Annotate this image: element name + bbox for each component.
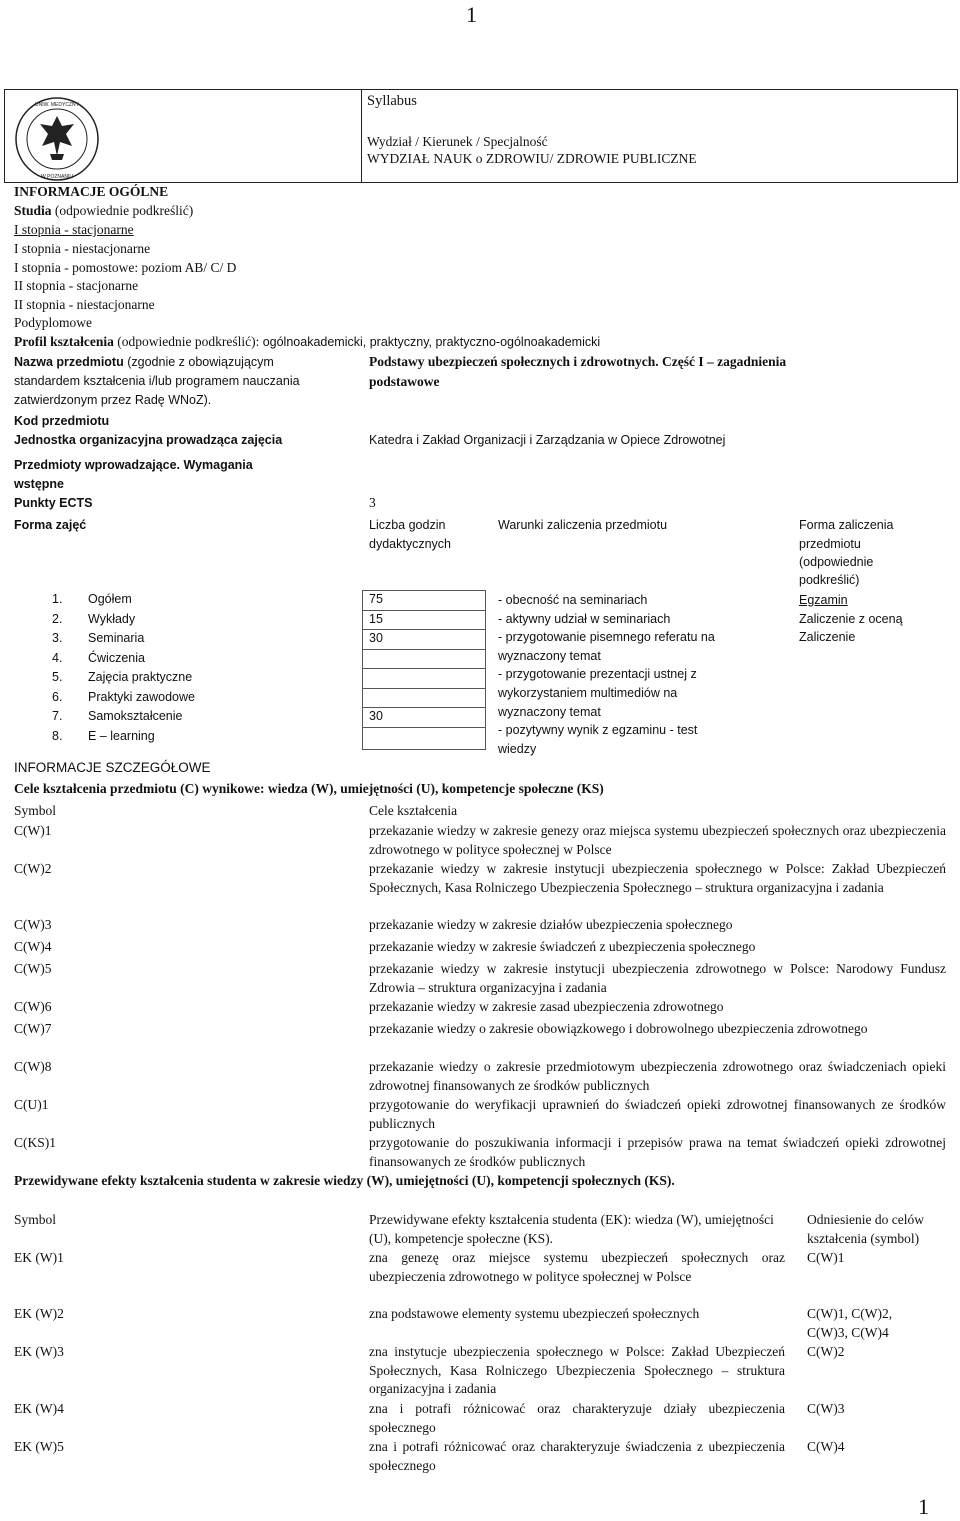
nazwa-label-line-3: zatwierdzonym przez Radę WNoZ). <box>14 393 212 407</box>
warunki-line: - pozytywny wynik z egzaminu - test <box>498 723 698 738</box>
forma-row: 6. Praktyki zawodowe <box>52 689 195 704</box>
forma-row: 3. Seminaria 30 <box>52 631 383 645</box>
warunki-line: wykorzystaniem multimediów na <box>498 685 678 700</box>
warunki-line: wyznaczony temat <box>498 648 601 663</box>
cele-heading: Cele kształcenia przedmiotu (C) wynikowe: wiedza (W), umiejętności (U), kompetencje społeczne (KS) <box>14 781 604 796</box>
studia-line <box>14 202 193 221</box>
forma-row: 2. Wykłady 15 <box>52 611 383 626</box>
nazwa-label-line-2: standardem kształcenia i/lub programem nauczania <box>14 374 300 388</box>
jednostka-label: Jednostka organizacyjna prowadząca zajęcia <box>14 433 283 447</box>
nazwa-value-1: Podstawy ubezpieczeń społecznych i zdrowotnych. Część I – zagadnienia <box>369 354 787 369</box>
ek-text: zna podstawowe elementy systemu ubezpieczeń społecznych <box>369 1306 700 1321</box>
kod-label: Kod przedmiotu <box>14 414 110 428</box>
efekty-heading: Przewidywane efekty kształcenia studenta w zakresie wiedzy (W), umiejętności (U), kompetencji społecznych (KS). <box>14 1173 675 1188</box>
ects-value: 3 <box>369 495 376 510</box>
ek-ref: C(W)3 <box>807 1401 845 1416</box>
general-heading: INFORMACJE OGÓLNE <box>14 184 169 199</box>
studia-label: Studia <box>14 203 52 218</box>
hours-header-2: dydaktycznych <box>369 537 451 551</box>
cele-symbol: C(KS)1 <box>14 1135 57 1150</box>
studia-option-6: Podyplomowe <box>14 315 93 330</box>
profil-line <box>14 333 600 352</box>
cele-text: przygotowanie do weryfikacji uprawnień do świadczeń opieki zdrowotnej finansowanych ze środków publicznych <box>369 1097 946 1131</box>
syllabus-title: Syllabus <box>367 93 417 109</box>
svg-text:UNIW. MEDYCZNY: UNIW. MEDYCZNY <box>35 102 79 108</box>
ek-text: zna genezę oraz miejsce systemu ubezpieczeń społecznych oraz ubezpieczenia zdrowotnego w polityce społecznej w Polsce <box>369 1250 785 1284</box>
cele-text: przekazanie wiedzy w zakresie działów ubezpieczenia społecznego <box>369 917 733 932</box>
ek-ref-header: Odniesienie do celów kształcenia (symbol) <box>807 1212 924 1246</box>
ek-symbol: EK (W)3 <box>14 1344 64 1359</box>
ek-symbol: EK (W)5 <box>14 1439 64 1454</box>
zal-option-ocena: Zaliczenie z oceną <box>799 611 903 626</box>
ek-text: zna i potrafi różnicować oraz charakteryzuje działy ubezpieczenia społecznego <box>369 1401 785 1435</box>
ek-symbol: EK (W)4 <box>14 1401 64 1416</box>
jednostka-value: Katedra i Zakład Organizacji i Zarządzania w Opiece Zdrowotnej <box>369 433 726 447</box>
cele-text: przekazanie wiedzy o zakresie obowiązkowego i dobrowolnego ubezpieczenia zdrowotnego <box>369 1021 868 1036</box>
warunki-line: - aktywny udział w seminariach <box>498 611 671 626</box>
cele-text: przekazanie wiedzy w zakresie zasad ubezpieczenia zdrowotnego <box>369 999 724 1014</box>
nazwa-value-2: podstawowe <box>369 374 440 389</box>
ek-ref: C(W)1 <box>807 1250 845 1265</box>
profil-note: (odpowiednie podkreślić): <box>113 334 263 349</box>
studia-option-2: I stopnia - niestacjonarne <box>14 241 151 256</box>
cele-symbol: C(W)7 <box>14 1021 52 1036</box>
profil-label: Profil kształcenia <box>14 334 114 349</box>
ects-label: Punkty ECTS <box>14 496 93 510</box>
department-value: WYDZIAŁ NAUK o ZDROWIU/ ZDROWIE PUBLICZNE <box>367 151 697 166</box>
cele-symbol: C(W)3 <box>14 917 52 932</box>
cele-symbol: C(W)6 <box>14 999 52 1014</box>
zaliczenie-options <box>799 591 903 647</box>
zal-header-2: przedmiotu <box>799 537 861 551</box>
studia-note: (odpowiednie podkreślić) <box>51 203 194 218</box>
hours-header-1: Liczba godzin <box>369 518 446 532</box>
cele-text: przygotowanie do poszukiwania informacji i przepisów prawa na temat świadczeń opieki zdrowotnej finansowanych ze środków publicznych <box>369 1135 946 1169</box>
cele-symbol: C(W)2 <box>14 861 52 876</box>
ek-text: zna i potrafi różnicować oraz charakteryzuje świadczenia z ubezpieczenia społecznego <box>369 1439 785 1473</box>
przedmioty-label-1: Przedmioty wprowadzające. Wymagania <box>14 458 253 472</box>
studia-option-5: II stopnia - niestacjonarne <box>14 297 155 312</box>
ek-desc-header: Przewidywane efekty kształcenia studenta (EK): wiedza (W), umiejętności (U), kompetencje społeczne (KS). <box>369 1212 774 1246</box>
svg-text:W POZNANIU: W POZNANIU <box>41 174 73 180</box>
page-number-bottom: 1 <box>918 1494 929 1519</box>
warunki-line: - przygotowanie pisemnego referatu na <box>498 630 715 645</box>
cele-text: przekazanie wiedzy w zakresie instytucji ubezpieczenia zdrowotnego w Polsce: Narodowy Fundusz Zdrowia – struktura organizacyjna i zadania <box>369 961 946 995</box>
studia-option-4: II stopnia - stacjonarne <box>14 278 139 293</box>
ek-symbol: EK (W)1 <box>14 1250 64 1265</box>
warunki-line: wyznaczony temat <box>498 704 601 719</box>
warunki-line: - przygotowanie prezentacji ustnej z <box>498 667 697 682</box>
ek-symbol: EK (W)2 <box>14 1306 64 1321</box>
warunki-list <box>498 591 715 758</box>
studia-option-1: I stopnia - stacjonarne <box>14 222 134 237</box>
forma-row: 5. Zajęcia praktyczne <box>52 670 193 684</box>
cele-text: przekazanie wiedzy w zakresie instytucji ubezpieczenia społecznego w Polsce: Zakład Ubezpieczeń Społecznych, Kasa Rolniczego Ubezpieczenia Społecznego – struktura organizacyjna i zadania <box>369 861 946 895</box>
przedmioty-label-2: wstępne <box>14 477 65 491</box>
ek-ref: C(W)2 <box>807 1344 845 1359</box>
zal-header-1: Forma zaliczenia <box>799 518 894 532</box>
forma-row: 1. Ogółem 75 <box>52 592 383 606</box>
profil-value: ogólnoakademicki, praktyczny, praktyczno-ogólnoakademicki <box>262 335 601 349</box>
cele-header: Cele kształcenia <box>369 803 458 818</box>
cele-symbol: C(W)1 <box>14 823 52 838</box>
cele-symbol: C(W)4 <box>14 939 52 954</box>
ek-text: zna instytucje ubezpieczenia społecznego w Polsce: Zakład Ubezpieczeń Społecznych, Kasa Rolniczego Ubezpieczenia Społecznego – struktura organizacyjna i zadania <box>369 1344 785 1396</box>
forma-row: 7. Samokształcenie 30 <box>52 709 383 723</box>
zal-option-zaliczenie: Zaliczenie <box>799 630 856 645</box>
studia-option-3: I stopnia - pomostowe: poziom AB/ C/ D <box>14 260 237 275</box>
cele-text: przekazanie wiedzy o zakresie przedmiotowym ubezpieczenia zdrowotnego oraz świadczeniach opieki zdrowotnej finansowanych ze środków publicznych <box>369 1059 946 1093</box>
warunki-header: Warunki zaliczenia przedmiotu <box>498 518 668 532</box>
forma-row: 4. Ćwiczenia <box>52 650 145 665</box>
nazwa-label-rest-1: (zgodnie z obowiązującym <box>123 355 274 369</box>
department-label: Wydział / Kierunek / Specjalność <box>367 134 548 149</box>
ek-symbol-header: Symbol <box>14 1212 57 1227</box>
forma-row: 8. E – learning <box>52 728 155 743</box>
cele-text: przekazanie wiedzy w zakresie świadczeń z ubezpieczenia społecznego <box>369 939 756 954</box>
ek-ref: C(W)4 <box>807 1439 845 1454</box>
warunki-line: - obecność na seminariach <box>498 593 648 607</box>
cele-symbol: C(W)5 <box>14 961 52 976</box>
cele-symbol-header: Symbol <box>14 803 57 818</box>
zal-header-4: podkreślić) <box>799 573 860 587</box>
forma-header: Forma zajęć <box>14 518 87 532</box>
zal-option-egzamin: Egzamin <box>799 593 848 607</box>
zal-header-3: (odpowiednie <box>799 555 874 569</box>
nazwa-label-line-1 <box>14 353 274 372</box>
cele-symbol: C(U)1 <box>14 1097 49 1112</box>
hours-column-box <box>362 590 486 750</box>
ek-ref: C(W)1, C(W)2, C(W)3, C(W)4 <box>807 1306 893 1340</box>
nazwa-label-bold: Nazwa przedmiotu <box>14 355 124 369</box>
university-logo <box>14 96 100 182</box>
warunki-line: wiedzy <box>498 741 537 756</box>
cele-symbol: C(W)8 <box>14 1059 52 1074</box>
page-number-top: 1 <box>466 2 477 27</box>
cele-text: przekazanie wiedzy w zakresie genezy oraz miejsca systemu ubezpieczeń społecznych oraz ubezpieczenia zdrowotnego w polityce społecznej w Polsce <box>369 823 946 857</box>
detailed-heading: INFORMACJE SZCZEGÓŁOWE <box>14 760 211 775</box>
